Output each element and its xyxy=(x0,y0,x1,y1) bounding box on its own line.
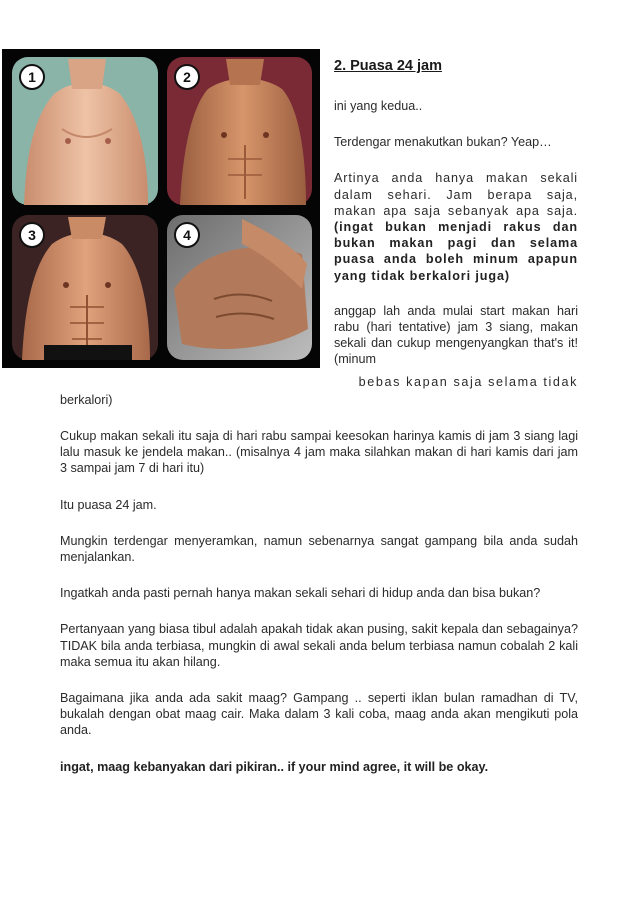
section-title: 2. Puasa 24 jam xyxy=(334,58,443,74)
intro-text: ini yang kedua.. xyxy=(334,99,423,113)
paragraph-5: Pertanyaan yang biasa tibul adalah apakah tidak akan pusing, sakit kepala dan sebagainya? TIDAK bila anda terbiasa, mungkin di awal sekali anda belum terbiasa namun cobalah 2 kali maka semua itu akan hilang. xyxy=(60,622,578,669)
paragraph-3: Mungkin terdengar menyeramkan, namun sebenarnya sangat gampang bila anda sudah menjalankan. xyxy=(60,533,578,565)
paragraph-2: Itu puasa 24 jam. xyxy=(60,497,157,512)
paragraph-4: Ingatkah anda pasti pernah hanya makan sekali sehari di hidup anda dan bisa bukan? xyxy=(60,586,541,601)
explanation-text: Artinya anda hanya makan sekali dalam sehari. Jam berapa saja, makan apa saja sebanyak apa saja. xyxy=(334,171,578,218)
explanation-bold-note: (ingat bukan menjadi rakus dan bukan makan pagi dan selama puasa anda boleh minum apapun yang tidak berkalori juga) xyxy=(334,220,578,283)
start-example-text: anggap lah anda mulai start makan hari rabu (hari tentative) jam 3 siang, makan sekali dan cukup mengenyangkan that's it! (minum xyxy=(334,303,578,367)
paragraph-1: Cukup makan sekali itu saja di hari rabu sampai keesokan harinya kamis di jam 3 siang lagi lalu masuk ke jendela makan.. (misalnya 4 jam maka silahkan makan di hari kamis dari jam 3 sampai jam 7 di hari itu) xyxy=(60,429,578,476)
start-example-wrap-line: bebas kapan saja selama tidak xyxy=(358,375,578,389)
badge-label-1: 1 xyxy=(28,69,36,85)
body-comparison-photo xyxy=(2,49,320,368)
photo-collage xyxy=(2,49,320,368)
paragraph-6: Bagaimana jika anda ada sakit maag? Gampang .. seperti iklan bulan ramadhan di TV, bukalah dengan obat maag cair. Maka dalam 3 kali coba, maag anda akan mengikuti pola anda. xyxy=(60,691,578,738)
start-example-continuation: berkalori) xyxy=(60,393,113,407)
section-header-column xyxy=(334,58,578,368)
closing-statement: ingat, maag kebanyakan dari pikiran.. if your mind agree, it will be okay. xyxy=(60,759,489,774)
article-body xyxy=(60,428,578,795)
explanation-paragraph xyxy=(334,170,578,283)
badge-label-2: 2 xyxy=(183,69,191,85)
question-text: Terdengar menakutkan bukan? Yeap… xyxy=(334,135,552,150)
badge-label-3: 3 xyxy=(28,227,36,243)
badge-label-4: 4 xyxy=(183,227,191,243)
